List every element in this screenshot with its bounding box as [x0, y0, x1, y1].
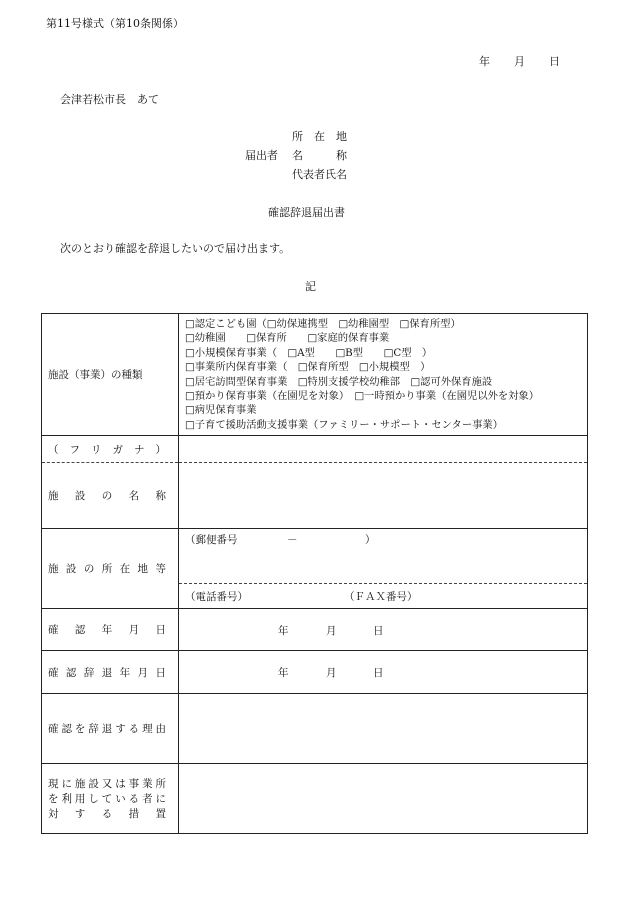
confirm-date-line	[179, 623, 587, 637]
furigana-field[interactable]	[179, 436, 588, 463]
reason-label-text: 確 認 を 辞 退 す る 理 由	[48, 723, 166, 735]
confirm-day-label: 日	[373, 624, 384, 637]
reason-field[interactable]	[179, 694, 588, 764]
reason-row	[42, 694, 588, 764]
name-label: 名 称	[292, 149, 347, 162]
measures-label-line: 現 に 施 設 又 は 事 業 所	[48, 778, 166, 790]
confirm-date-field[interactable]	[179, 609, 588, 651]
representative-label: 代表者氏名	[292, 168, 347, 181]
facility-type-option[interactable]: □病児保育事業	[185, 404, 257, 417]
postal-close: ）	[365, 534, 376, 546]
furigana-label	[42, 436, 179, 463]
furigana-row	[42, 436, 588, 463]
confirm-month-label: 月	[326, 624, 337, 637]
facility-name-label	[42, 463, 179, 529]
facility-type-label: 施設（事業）の種類	[42, 314, 179, 436]
phone-fax-field[interactable]	[179, 584, 588, 609]
furigana-label-text: （ フ リ ガ ナ ）	[48, 443, 166, 456]
document-title: 確認辞退届出書	[268, 206, 345, 219]
measures-field[interactable]	[179, 764, 588, 834]
location-label: 所 在 地	[292, 130, 347, 143]
confirm-date-label	[42, 609, 179, 651]
facility-address-field[interactable]	[179, 529, 588, 584]
confirm-date-label-text: 確 認 年 月 日	[48, 624, 166, 636]
withdraw-date-label-text: 確 認 辞 退 年 月 日	[48, 666, 166, 679]
intro-text: 次のとおり確認を辞退したいので届け出ます。	[60, 242, 291, 255]
withdraw-date-field[interactable]	[179, 651, 588, 694]
facility-type-option[interactable]: □小規模保育事業（ □A型 □B型 □C型 ）	[185, 346, 433, 359]
facility-type-options[interactable]	[179, 314, 588, 436]
reason-label	[42, 694, 179, 764]
measures-label-line: を 利 用 し て い る 者 に	[48, 793, 166, 805]
facility-type-option[interactable]: □預かり保育事業（在園児を対象） □一時預かり事業（在園児以外を対象）	[185, 389, 540, 402]
facility-address-row	[42, 529, 588, 584]
facility-name-field[interactable]	[179, 463, 588, 529]
withdraw-date-line	[179, 665, 587, 679]
facility-type-option[interactable]: □認定こども園（□幼保連携型 □幼稚園型 □保育所型）	[185, 317, 461, 330]
form-number: 第11号様式（第10条関係）	[46, 17, 184, 30]
addressee: 会津若松市長 あて	[60, 93, 159, 106]
facility-type-option[interactable]: □子育て援助活動支援事業（ファミリー・サポート・センター事業）	[185, 418, 504, 431]
confirm-date-row	[42, 609, 588, 651]
facility-type-option[interactable]: □事業所内保育事業（ □保育所型 □小規模型 ）	[185, 361, 431, 374]
facility-type-option[interactable]: □幼稚園 □保育所 □家庭的保育事業	[185, 332, 390, 345]
confirm-year-label: 年	[278, 624, 289, 637]
facility-type-option[interactable]: □居宅訪問型保育事業 □特別支援学校幼稚部 □認可外保育施設	[185, 375, 493, 388]
facility-address-label	[42, 529, 179, 609]
measures-row	[42, 764, 588, 834]
facility-type-row	[42, 314, 588, 436]
measures-label	[42, 764, 179, 834]
withdraw-day-label: 日	[373, 667, 384, 679]
phone-line	[179, 589, 587, 603]
form-table	[41, 313, 588, 834]
date-day-label: 日	[549, 55, 560, 68]
ki-mark: 記	[305, 280, 316, 293]
fax-label: （ＦＡＸ番号）	[344, 591, 418, 603]
phone-label: （電話番号）	[185, 591, 248, 603]
withdraw-year-label: 年	[278, 667, 289, 679]
withdraw-date-label	[42, 651, 179, 694]
postal-dash: －	[287, 534, 298, 546]
measures-label-line: 対 す る 措 置	[48, 808, 166, 820]
postal-label: （郵便番号	[185, 534, 238, 546]
date-month-label: 月	[514, 55, 525, 68]
withdraw-month-label: 月	[326, 667, 337, 679]
facility-name-row	[42, 463, 588, 529]
withdraw-date-row	[42, 651, 588, 694]
facility-name-label-text: 施 設 の 名 称	[48, 490, 166, 502]
date-year-label: 年	[479, 55, 490, 68]
postal-line	[179, 529, 587, 549]
facility-address-label-text: 施 設 の 所 在 地 等	[48, 563, 166, 575]
notifier-label: 届出者	[245, 149, 278, 162]
